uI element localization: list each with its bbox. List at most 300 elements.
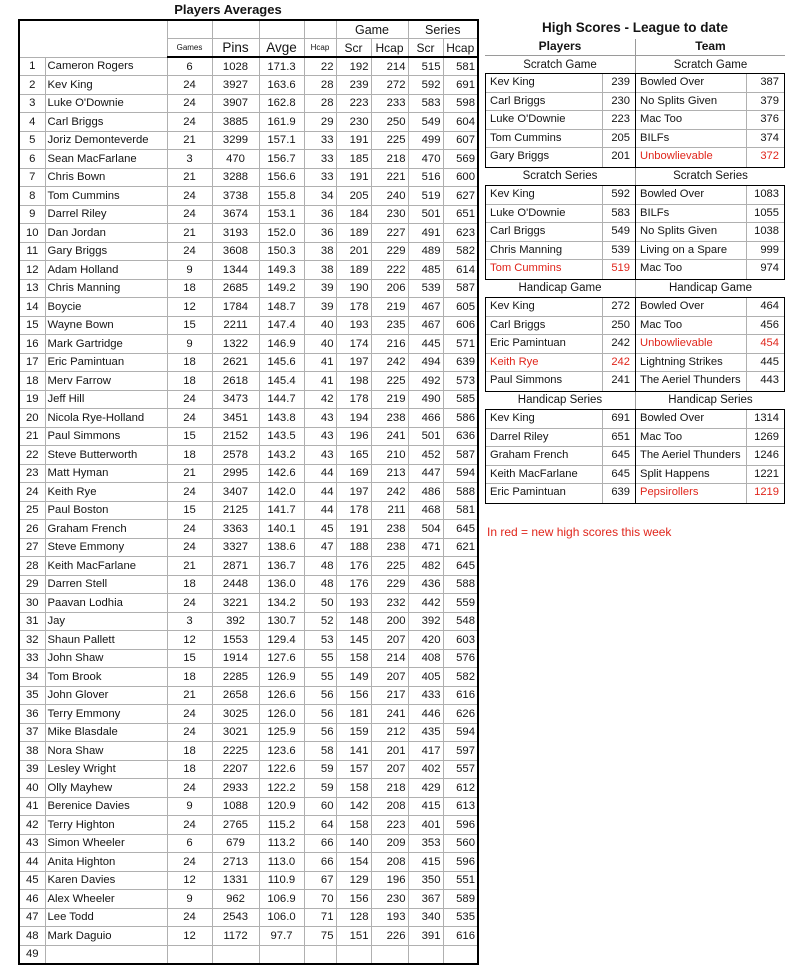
cell-game_scr: 129 <box>336 871 371 890</box>
player-name: Graham French <box>490 449 569 462</box>
cell-game_hcap: 201 <box>371 742 408 761</box>
cell-game_scr: 149 <box>336 668 371 687</box>
cell-games: 6 <box>167 834 212 853</box>
cell-series_scr: 499 <box>408 131 443 150</box>
header-empty-avge <box>259 20 304 39</box>
player-row <box>19 649 478 668</box>
score-value: 1221 <box>746 466 784 484</box>
cell-avge: 143.2 <box>259 446 304 465</box>
high-score-row <box>486 410 635 429</box>
cell-game_scr: 181 <box>336 705 371 724</box>
cell-games: 21 <box>167 131 212 150</box>
high-score-row <box>486 205 635 224</box>
cell-empty <box>167 945 212 964</box>
cell-name: Mike Blasdale <box>45 723 167 742</box>
cell-game_hcap: 208 <box>371 797 408 816</box>
high-score-row <box>636 317 784 336</box>
cell-pins: 1028 <box>212 57 259 76</box>
section-label-row <box>485 392 785 409</box>
cell-pins: 3288 <box>212 168 259 187</box>
cell-pins: 2765 <box>212 816 259 835</box>
cell-games: 24 <box>167 205 212 224</box>
cell-empty <box>371 945 408 964</box>
player-name: Luke O'Downie <box>490 206 566 219</box>
high-score-row <box>486 298 635 317</box>
cell-avge: 156.6 <box>259 168 304 187</box>
player-row <box>19 187 478 206</box>
cell-name: John Shaw <box>45 649 167 668</box>
score-value: 456 <box>746 317 784 335</box>
player-row <box>19 168 478 187</box>
player-name: Luke O'Downie <box>490 113 566 126</box>
score-value: 1038 <box>746 223 784 241</box>
cell-avge: 127.6 <box>259 649 304 668</box>
high-score-row <box>486 335 635 354</box>
cell-rank: 49 <box>19 945 45 964</box>
score-value: 999 <box>746 242 784 260</box>
high-score-row <box>636 447 784 466</box>
team-name: Mac Too <box>640 113 683 126</box>
score-value: 645 <box>602 466 635 484</box>
cell-series_scr: 429 <box>408 779 443 798</box>
cell-rank: 42 <box>19 816 45 835</box>
cell-pins: 2713 <box>212 853 259 872</box>
cell-name: Luke O'Downie <box>45 94 167 113</box>
cell-game_hcap: 233 <box>371 94 408 113</box>
section-label-row <box>485 56 785 73</box>
cell-series_scr: 353 <box>408 834 443 853</box>
cell-pins: 2285 <box>212 668 259 687</box>
cell-rank: 14 <box>19 298 45 317</box>
cell-game_scr: 158 <box>336 816 371 835</box>
cell-game_hcap: 230 <box>371 205 408 224</box>
cell-name: Simon Wheeler <box>45 834 167 853</box>
cell-name: Paul Simmons <box>45 427 167 446</box>
player-row <box>19 131 478 150</box>
cell-avge: 125.9 <box>259 723 304 742</box>
cell-hcap: 48 <box>304 575 336 594</box>
cell-series_hcap: 598 <box>443 94 478 113</box>
cell-game_scr: 196 <box>336 427 371 446</box>
cell-series_scr: 402 <box>408 760 443 779</box>
cell-hcap: 28 <box>304 94 336 113</box>
score-value: 583 <box>602 205 635 223</box>
cell-games: 9 <box>167 261 212 280</box>
team-name: Pepsirollers <box>640 486 699 499</box>
cell-series_scr: 470 <box>408 150 443 169</box>
cell-game_hcap: 212 <box>371 723 408 742</box>
cell-rank: 3 <box>19 94 45 113</box>
cell-games: 21 <box>167 557 212 576</box>
cell-series_scr: 433 <box>408 686 443 705</box>
cell-games: 18 <box>167 279 212 298</box>
cell-series_scr: 516 <box>408 168 443 187</box>
cell-name: Lesley Wright <box>45 760 167 779</box>
cell-avge: 113.2 <box>259 834 304 853</box>
cell-game_scr: 198 <box>336 372 371 391</box>
cell-series_hcap: 581 <box>443 501 478 520</box>
player-row <box>19 409 478 428</box>
cell-game_scr: 190 <box>336 279 371 298</box>
cell-game_hcap: 238 <box>371 520 408 539</box>
cell-avge: 122.6 <box>259 760 304 779</box>
cell-pins: 3299 <box>212 131 259 150</box>
cell-avge: 161.9 <box>259 113 304 132</box>
cell-games: 21 <box>167 168 212 187</box>
high-score-row <box>636 335 784 354</box>
team-name: Mac Too <box>640 430 683 443</box>
player-row <box>19 242 478 261</box>
cell-pins: 2995 <box>212 464 259 483</box>
cell-name: Olly Mayhew <box>45 779 167 798</box>
cell-name: Jay <box>45 612 167 631</box>
player-name: Kev King <box>490 411 535 424</box>
player-row <box>19 224 478 243</box>
cell-name: Eric Pamintuan <box>45 353 167 372</box>
section-box-handicap-series <box>485 409 785 504</box>
player-row <box>19 760 478 779</box>
section-label-row <box>485 168 785 185</box>
high-score-row <box>636 74 784 93</box>
section-label-row <box>485 280 785 297</box>
cell-name: Adam Holland <box>45 261 167 280</box>
high-score-row <box>636 93 784 112</box>
section-box-handicap-game <box>485 297 785 392</box>
cell-series_hcap: 581 <box>443 57 478 76</box>
cell-game_hcap: 222 <box>371 261 408 280</box>
high-score-row <box>486 186 635 205</box>
cell-games: 15 <box>167 501 212 520</box>
cell-pins: 962 <box>212 890 259 909</box>
cell-game_scr: 156 <box>336 890 371 909</box>
cell-avge: 143.5 <box>259 427 304 446</box>
cell-name: Joriz Demonteverde <box>45 131 167 150</box>
cell-series_scr: 392 <box>408 612 443 631</box>
cell-hcap: 58 <box>304 742 336 761</box>
cell-game_hcap: 193 <box>371 908 408 927</box>
cell-pins: 3327 <box>212 538 259 557</box>
cell-hcap: 50 <box>304 594 336 613</box>
cell-series_hcap: 551 <box>443 871 478 890</box>
high-score-row <box>636 223 784 242</box>
cell-series_scr: 391 <box>408 927 443 946</box>
high-score-row <box>486 447 635 466</box>
high-score-row <box>636 354 784 373</box>
header-empty-pins <box>212 20 259 39</box>
team-name: Mac Too <box>640 318 683 331</box>
player-row <box>19 316 478 335</box>
cell-series_scr: 408 <box>408 649 443 668</box>
cell-series_scr: 539 <box>408 279 443 298</box>
header-game-hcap: Hcap <box>371 39 408 58</box>
player-row <box>19 261 478 280</box>
player-row <box>19 575 478 594</box>
high-score-row <box>486 111 635 130</box>
cell-rank: 27 <box>19 538 45 557</box>
high-scores-title: High Scores - League to date <box>541 20 729 35</box>
high-score-row <box>636 372 784 391</box>
cell-rank: 39 <box>19 760 45 779</box>
cell-games: 24 <box>167 908 212 927</box>
cell-series_scr: 519 <box>408 187 443 206</box>
players-half <box>486 298 635 391</box>
cell-name: Shaun Pallett <box>45 631 167 650</box>
cell-avge: 163.6 <box>259 76 304 95</box>
cell-rank: 33 <box>19 649 45 668</box>
cell-game_hcap: 219 <box>371 298 408 317</box>
high-score-row <box>486 93 635 112</box>
team-name: BILFs <box>640 131 670 144</box>
cell-series_hcap: 576 <box>443 649 478 668</box>
cell-game_scr: 192 <box>336 57 371 76</box>
cell-empty <box>259 945 304 964</box>
cell-series_hcap: 636 <box>443 427 478 446</box>
cell-game_hcap: 241 <box>371 705 408 724</box>
cell-avge: 152.0 <box>259 224 304 243</box>
header-empty-hcap <box>304 20 336 39</box>
cell-avge: 155.8 <box>259 187 304 206</box>
cell-game_scr: 151 <box>336 927 371 946</box>
player-name: Tom Cummins <box>490 131 562 144</box>
cell-game_hcap: 211 <box>371 501 408 520</box>
header-series-scr: Scr <box>408 39 443 58</box>
score-value: 387 <box>746 74 784 92</box>
cell-games: 24 <box>167 242 212 261</box>
cell-game_scr: 189 <box>336 224 371 243</box>
high-score-row <box>636 205 784 224</box>
cell-pins: 3025 <box>212 705 259 724</box>
cell-series_scr: 468 <box>408 501 443 520</box>
cell-series_hcap: 606 <box>443 316 478 335</box>
header-corner-cell <box>19 20 167 57</box>
cell-game_scr: 174 <box>336 335 371 354</box>
cell-games: 6 <box>167 57 212 76</box>
cell-game_scr: 169 <box>336 464 371 483</box>
cell-rank: 34 <box>19 668 45 687</box>
cell-games: 18 <box>167 668 212 687</box>
cell-hcap: 55 <box>304 649 336 668</box>
cell-series_hcap: 582 <box>443 242 478 261</box>
cell-hcap: 29 <box>304 113 336 132</box>
high-score-row <box>636 466 784 485</box>
cell-name: Chris Bown <box>45 168 167 187</box>
cell-avge: 146.9 <box>259 335 304 354</box>
team-section-label: Handicap Game <box>635 280 785 297</box>
cell-avge: 171.3 <box>259 57 304 76</box>
cell-hcap: 38 <box>304 242 336 261</box>
high-score-row <box>486 242 635 261</box>
team-name: No Splits Given <box>640 225 718 238</box>
player-name: Carl Briggs <box>490 94 546 107</box>
score-value: 464 <box>746 298 784 316</box>
cell-hcap: 64 <box>304 816 336 835</box>
cell-series_scr: 485 <box>408 261 443 280</box>
team-name: BILFs <box>640 206 670 219</box>
cell-rank: 20 <box>19 409 45 428</box>
cell-name: Mark Daguio <box>45 927 167 946</box>
score-value: 445 <box>746 354 784 372</box>
cell-game_scr: 223 <box>336 94 371 113</box>
cell-series_hcap: 616 <box>443 927 478 946</box>
player-row <box>19 927 478 946</box>
cell-game_scr: 154 <box>336 853 371 872</box>
cell-series_hcap: 535 <box>443 908 478 927</box>
cell-name: Tom Cummins <box>45 187 167 206</box>
player-row <box>19 631 478 650</box>
player-row <box>19 150 478 169</box>
cell-series_scr: 446 <box>408 705 443 724</box>
score-value: 549 <box>602 223 635 241</box>
cell-pins: 1322 <box>212 335 259 354</box>
cell-game_hcap: 217 <box>371 686 408 705</box>
cell-pins: 2621 <box>212 353 259 372</box>
score-value: 1219 <box>746 484 784 503</box>
cell-series_scr: 467 <box>408 298 443 317</box>
cell-game_scr: 239 <box>336 76 371 95</box>
team-name: Bowled Over <box>640 411 705 424</box>
cell-rank: 48 <box>19 927 45 946</box>
cell-name: Kev King <box>45 76 167 95</box>
cell-game_scr: 141 <box>336 742 371 761</box>
cell-game_scr: 156 <box>336 686 371 705</box>
cell-series_hcap: 548 <box>443 612 478 631</box>
cell-name: Nora Shaw <box>45 742 167 761</box>
cell-game_scr: 176 <box>336 557 371 576</box>
cell-rank: 21 <box>19 427 45 446</box>
cell-series_hcap: 585 <box>443 390 478 409</box>
header-pins: Pins <box>212 39 259 58</box>
cell-series_hcap: 623 <box>443 224 478 243</box>
high-score-row <box>636 260 784 279</box>
cell-name: Keith MacFarlane <box>45 557 167 576</box>
cell-series_scr: 501 <box>408 205 443 224</box>
player-row <box>19 446 478 465</box>
cell-game_hcap: 225 <box>371 557 408 576</box>
team-column-header: Team <box>635 39 785 55</box>
cell-rank: 40 <box>19 779 45 798</box>
cell-game_hcap: 232 <box>371 594 408 613</box>
score-value: 250 <box>602 317 635 335</box>
player-row <box>19 668 478 687</box>
cell-series_hcap: 603 <box>443 631 478 650</box>
cell-game_hcap: 241 <box>371 427 408 446</box>
header-series-group: Series <box>408 20 478 39</box>
team-name: Unbowlievable <box>640 337 713 350</box>
header-game-group: Game <box>336 20 408 39</box>
cell-name: Keith Rye <box>45 483 167 502</box>
cell-hcap: 45 <box>304 520 336 539</box>
player-name: Keith Rye <box>490 355 539 368</box>
cell-games: 24 <box>167 76 212 95</box>
cell-series_hcap: 596 <box>443 816 478 835</box>
player-row <box>19 501 478 520</box>
cell-series_scr: 415 <box>408 853 443 872</box>
cell-series_hcap: 573 <box>443 372 478 391</box>
player-row <box>19 113 478 132</box>
cell-rank: 23 <box>19 464 45 483</box>
cell-avge: 153.1 <box>259 205 304 224</box>
cell-hcap: 33 <box>304 168 336 187</box>
player-row <box>19 57 478 76</box>
cell-games: 18 <box>167 575 212 594</box>
cell-games: 12 <box>167 871 212 890</box>
cell-games: 3 <box>167 612 212 631</box>
cell-series_scr: 494 <box>408 353 443 372</box>
team-name: Mac Too <box>640 262 683 275</box>
cell-avge: 136.7 <box>259 557 304 576</box>
cell-series_scr: 367 <box>408 890 443 909</box>
cell-avge: 115.2 <box>259 816 304 835</box>
header-empty-games <box>167 20 212 39</box>
cell-game_scr: 188 <box>336 538 371 557</box>
cell-rank: 38 <box>19 742 45 761</box>
team-half <box>635 410 784 503</box>
cell-series_hcap: 600 <box>443 168 478 187</box>
score-value: 1246 <box>746 447 784 465</box>
cell-name: Paavan Lodhia <box>45 594 167 613</box>
cell-name: Darrel Riley <box>45 205 167 224</box>
cell-avge: 97.7 <box>259 927 304 946</box>
cell-series_hcap: 639 <box>443 353 478 372</box>
score-value: 691 <box>602 410 635 428</box>
cell-empty <box>212 945 259 964</box>
cell-series_hcap: 571 <box>443 335 478 354</box>
cell-avge: 110.9 <box>259 871 304 890</box>
cell-name: Dan Jordan <box>45 224 167 243</box>
cell-hcap: 43 <box>304 446 336 465</box>
cell-game_hcap: 229 <box>371 575 408 594</box>
cell-series_scr: 415 <box>408 797 443 816</box>
cell-games: 15 <box>167 316 212 335</box>
section-box-scratch-game <box>485 73 785 168</box>
cell-games: 12 <box>167 927 212 946</box>
cell-game_scr: 191 <box>336 131 371 150</box>
cell-empty <box>443 945 478 964</box>
score-value: 443 <box>746 372 784 391</box>
cell-hcap: 42 <box>304 390 336 409</box>
cell-pins: 2578 <box>212 446 259 465</box>
header-games: Games <box>167 39 212 58</box>
cell-games: 24 <box>167 94 212 113</box>
player-row <box>19 427 478 446</box>
cell-rank: 45 <box>19 871 45 890</box>
cell-game_hcap: 219 <box>371 390 408 409</box>
cell-series_scr: 405 <box>408 668 443 687</box>
cell-series_scr: 467 <box>408 316 443 335</box>
cell-game_hcap: 207 <box>371 631 408 650</box>
cell-pins: 1344 <box>212 261 259 280</box>
cell-rank: 36 <box>19 705 45 724</box>
players-half <box>486 410 635 503</box>
cell-series_hcap: 627 <box>443 187 478 206</box>
player-name: Darrel Riley <box>490 430 549 443</box>
cell-hcap: 60 <box>304 797 336 816</box>
score-value: 372 <box>746 148 784 167</box>
team-name: Lightning Strikes <box>640 355 723 368</box>
cell-name: Gary Briggs <box>45 242 167 261</box>
high-score-row <box>636 130 784 149</box>
player-row <box>19 298 478 317</box>
cell-games: 24 <box>167 390 212 409</box>
player-row <box>19 353 478 372</box>
cell-series_scr: 401 <box>408 816 443 835</box>
cell-avge: 147.4 <box>259 316 304 335</box>
cell-game_hcap: 218 <box>371 150 408 169</box>
cell-rank: 41 <box>19 797 45 816</box>
cell-games: 24 <box>167 723 212 742</box>
cell-name: Sean MacFarlane <box>45 150 167 169</box>
cell-series_hcap: 604 <box>443 113 478 132</box>
